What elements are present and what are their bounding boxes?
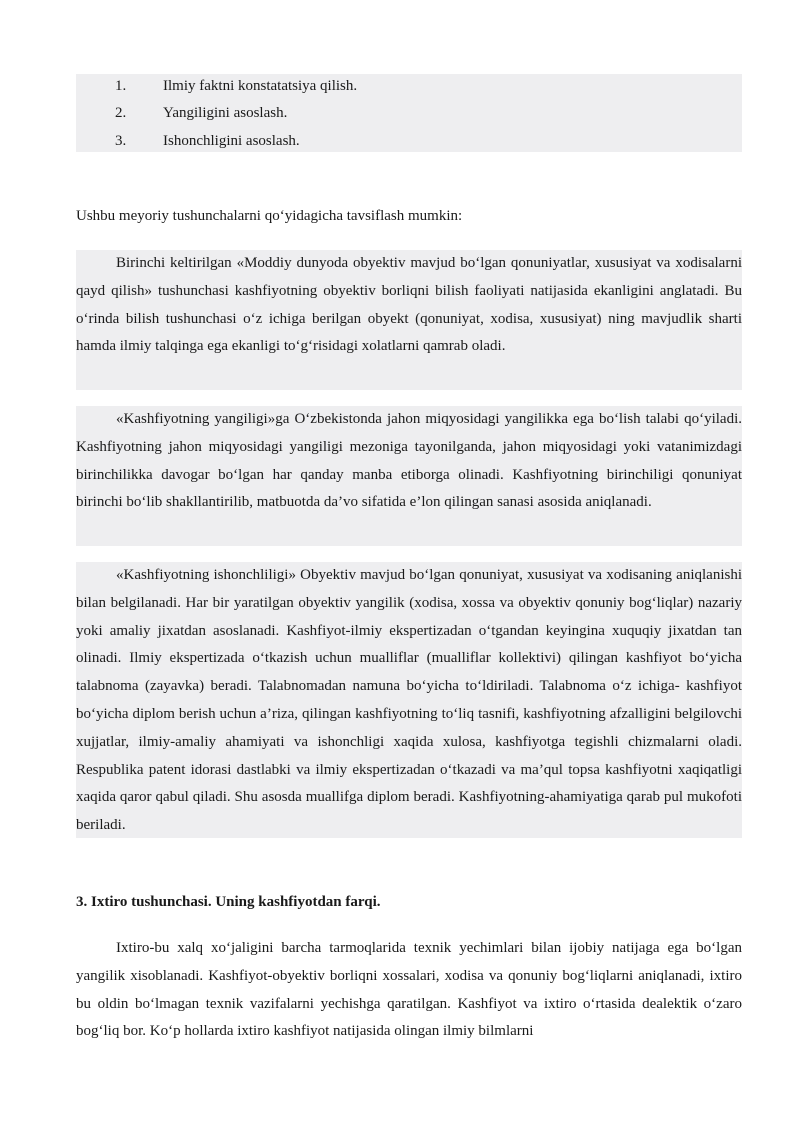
paragraph-block [76, 562, 742, 838]
list-item-number: 2. [115, 105, 127, 121]
paragraph: Ixtiro-bu xalq xo‘jaligini barcha tarmoqlarida texnik yechimlari bilan ijobiy natijaga ega bo‘lgan yangilik xisoblanadi. Kashfiyot-obyektiv borliqni xossalari, xodisa va qonuniy bog‘liqlarni aniqlanadi, ixtiro bu oldin bo‘lmagan texnik vazifalarni yechishga qaratilgan. Kashfiyot va ixtiro o‘rtasida dealektik o‘zaro bog‘liq bor. Ko‘p hollarda ixtiro kashfiyot natijasida olingan ilmiy bilmlarni [76, 940, 742, 1040]
section-heading: 3. Ixtiro tushunchasi. Uning kashfiyotdan farqi. [76, 894, 381, 910]
intro-text: Ushbu meyoriy tushunchalarni qo‘yidagicha tavsiflash mumkin: [76, 208, 463, 224]
paragraph-block [76, 406, 742, 546]
paragraph: «Kashfiyotning ishonchliligi» Obyektiv mavjud bo‘lgan qonuniyat, xususiyat va xodisaning aniqlanishi bilan belgilanadi. Har bir yaratilgan obyektiv yangilik (xodisa, xossa va obyektiv qonuniy bog‘liqlar) nazariy yoki amaliy jixatdan asoslanadi. Kashfiyot-ilmiy ekspertizadan o‘tgandan keyingina xuquqiy jixatdan tan olinadi. Ilmiy ekspertizada o‘tkazish uchun mualliflar (mualliflar kollektivi) qilingan kashfiyot bo‘yicha talabnoma (zayavka) beradi. Talabnomadan namuna bo‘yicha to‘ldiriladi. Talabnoma o‘z ichiga- kashfiyot bo‘yicha diplom berish uchun a’riza, qilingan kashfiyotning to‘liq tasnifi, kashfiyotning afzalligini belgilovchi xujjatlar, ilmiy-amaliy ahamiyati va ishonchligi xaqida xulosa, kashfiyotga tegishli chizmalarni oladi. Respublika patent idorasi dastlabki va ilmiy ekspertizadan o‘tkazadi va ma’qul topsa kashfiyotni xaqiqatligi xaqida qaror qabul qiladi. Shu asosda muallifga diplom beradi. Kashfiyotning-ahamiyatiga qarab pul mukofoti beriladi. [76, 567, 742, 834]
paragraph: «Kashfiyotning yangiligi»ga O‘zbekistonda jahon miqyosidagi yangilikka ega bo‘lish talabi qo‘yiladi. Kashfiyotning jahon miqyosidagi yangiligi mezoniga tayonilganda, jahon miqyosidagi yoki vatanimizdagi birinchilikka davogar bo‘lgan har qanday manba etiborga olinadi. Kashfiyotning birinchiligi qonuniyat birinchi bo‘lib shakllantirilib, matbuotda da’vo sifatida e’lon qilingan sanasi asosida aniqlanadi. [76, 411, 742, 511]
paragraph: Birinchi keltirilgan «Moddiy dunyoda obyektiv mavjud bo‘lgan qonuniyatlar, xususiyat va xodisalarni qayd qilish» tushunchasi kashfiyotning obyektiv borliqni bilish faoliyati natijasida ekanligini anglatadi. Bu o‘rinda bilish tushunchasi o‘z ichiga berilgan obyekt (qonuniyat, xodisa, xususiyat) ning mavjudlik sharti hamda ilmiy talqinga ega ekanligi to‘g‘risidagi xolatlarni qamrab oladi. [76, 255, 742, 355]
list-item-text: Ishonchligini asoslash. [163, 133, 300, 149]
list-item-text: Yangiligini asoslash. [163, 105, 288, 121]
list-item-text: Ilmiy faktni konstatatsiya qilish. [163, 78, 358, 94]
paragraph-block [76, 250, 742, 390]
list-item-number: 3. [115, 133, 127, 149]
list-item-number: 1. [115, 78, 127, 94]
numbered-list [76, 74, 742, 152]
